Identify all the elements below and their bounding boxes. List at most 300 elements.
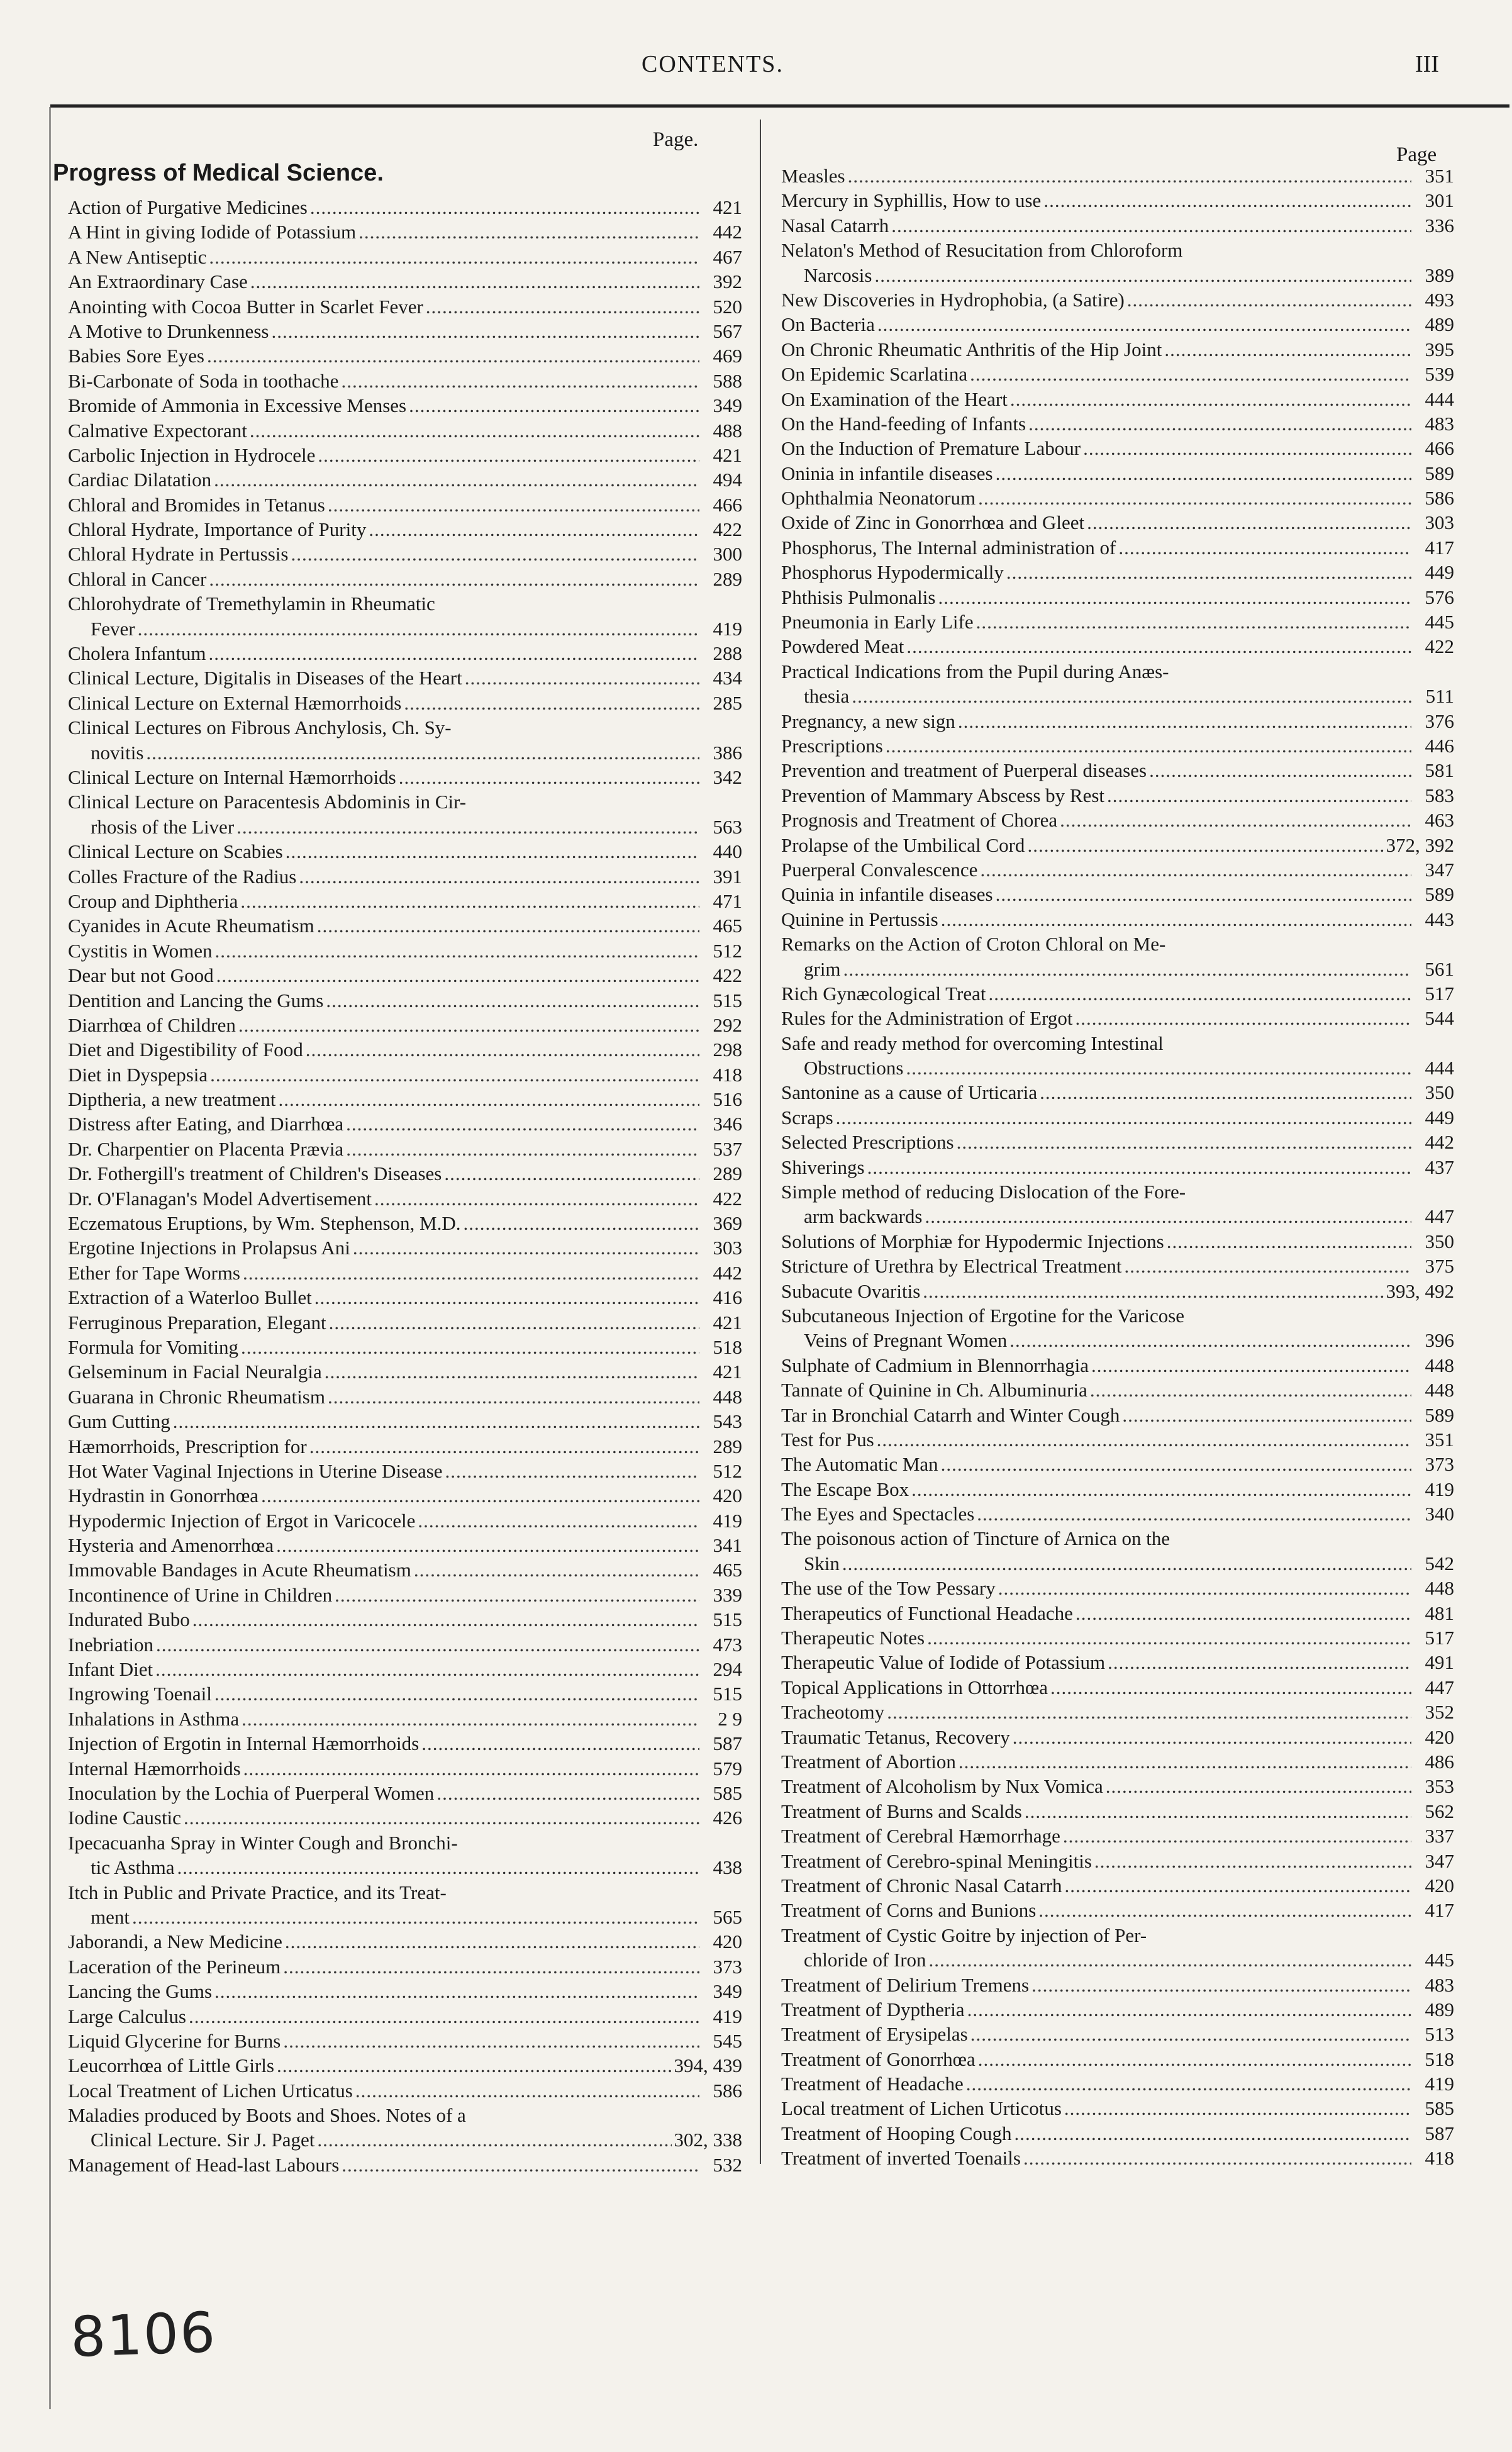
entry-page-number: 420 (1425, 1874, 1454, 1897)
leader-dots (283, 1954, 699, 1979)
entry-page-number: 515 (713, 1608, 742, 1631)
entry-title: Prolapse of the Umbilical Cord (781, 833, 1025, 856)
entry-page-number: 567 (713, 320, 742, 342)
leader-dots (279, 1087, 699, 1112)
leader-dots (318, 443, 699, 467)
toc-entry (781, 1973, 1454, 1997)
leader-dots (342, 2153, 699, 2177)
right-entry-list (781, 164, 1454, 2171)
entry-title: A Motive to Drunkenness (68, 320, 269, 342)
entry-page-number: 351 (1425, 165, 1454, 187)
leader-dots (155, 1657, 699, 1681)
entry-title: Leucorrhœa of Little Girls (68, 2054, 274, 2077)
entry-page-number: 418 (713, 1063, 742, 1086)
entry-title: Treatment of Corns and Bunions (781, 1899, 1037, 1922)
entry-page-number: 389 (1425, 264, 1454, 286)
entry-page-number: 489 (1425, 313, 1454, 336)
entry-page-number: 426 (713, 1807, 742, 1829)
leader-dots (1065, 1873, 1411, 1898)
leader-dots (328, 493, 699, 517)
toc-entry (781, 2071, 1454, 2096)
toc-entry (68, 1161, 742, 1186)
section-heading: Progress of Medical Science. (53, 160, 384, 186)
entry-page-number: 471 (713, 889, 742, 912)
entry-page-number: 494 (713, 469, 742, 491)
margin-rule (49, 107, 51, 2409)
toc-entry (68, 939, 742, 963)
leader-dots (906, 634, 1411, 659)
entry-page-number: 373 (713, 1955, 742, 1978)
entry-page-number: 445 (1425, 1949, 1454, 1971)
leader-dots (970, 362, 1411, 386)
leader-dots (980, 857, 1411, 882)
entry-page-number: 421 (713, 196, 742, 218)
entry-title: Chloral and Bromides in Tetanus (68, 493, 325, 516)
leader-dots (978, 486, 1411, 510)
leader-dots (341, 369, 699, 393)
toc-entry (781, 287, 1454, 312)
leader-dots (1064, 2096, 1411, 2120)
entry-title: Phthisis Pulmonalis (781, 586, 936, 608)
header-rule (50, 104, 1509, 108)
leader-dots (310, 195, 699, 220)
entry-title: Carbolic Injection in Hydrocele (68, 443, 316, 466)
toc-entry (68, 1979, 742, 2003)
entry-title: Ipecacuanha Spray in Winter Cough and Bronchi- (68, 1831, 458, 1854)
toc-entry (68, 1235, 742, 1260)
entry-title: Prevention and treatment of Puerperal diseases (781, 759, 1147, 782)
toc-entry (68, 418, 742, 443)
toc-entry (68, 567, 742, 591)
entry-page-number: 516 (713, 1088, 742, 1111)
entry-title: Topical Applications in Ottorrhœa (781, 1676, 1048, 1698)
entry-title: Tannate of Quinine in Ch. Albuminuria (781, 1379, 1087, 1402)
entry-title: Diarrhœa of Children (68, 1013, 236, 1036)
toc-entry (68, 319, 742, 343)
toc-entry (781, 1303, 1454, 1353)
page-number: III (1415, 51, 1439, 77)
leader-dots (1118, 535, 1411, 560)
entry-title: grim (804, 957, 841, 980)
toc-entry (68, 1385, 742, 1409)
leader-dots (306, 1037, 699, 1062)
entry-title: Treatment of Burns and Scalds (781, 1800, 1022, 1822)
toc-entry (781, 1353, 1454, 1378)
leader-dots (214, 939, 699, 963)
entry-title: Clinical Lecture, Digitalis in Diseases of the Heart (68, 667, 462, 689)
entry-title: Treatment of Headache (781, 2073, 964, 2095)
toc-entry (68, 1062, 742, 1087)
toc-entry (781, 1155, 1454, 1179)
entry-title: Lancing the Gums (68, 1980, 213, 2003)
entry-title: Treatment of Alcoholism by Nux Vomica (781, 1775, 1103, 1798)
toc-entry (781, 461, 1454, 486)
entry-page-number: 392 (713, 270, 742, 293)
entry-page-number: 589 (1425, 462, 1454, 484)
entry-title: Treatment of Cerebro-spinal Meningitis (781, 1849, 1092, 1872)
toc-entry (68, 1731, 742, 1756)
toc-entry (68, 1310, 742, 1335)
leader-dots (1076, 1006, 1411, 1030)
entry-title: Croup and Diphtheria (68, 889, 238, 912)
leader-dots (1009, 1328, 1411, 1352)
entry-page-number: 419 (1425, 1478, 1454, 1500)
page-title: CONTENTS. (642, 51, 784, 77)
entry-title: Scraps (781, 1106, 833, 1128)
entry-page-number: 422 (713, 1187, 742, 1210)
entry-title: On Epidemic Scarlatina (781, 363, 968, 386)
entry-page-number: 444 (1425, 387, 1454, 410)
entry-title: Shiverings (781, 1156, 865, 1178)
leader-dots (938, 585, 1411, 610)
leader-dots (996, 461, 1411, 486)
entry-title: Eczematous Eruptions, by Wm. Stephenson, M.D. (68, 1212, 461, 1235)
entry-page-number: 347 (1425, 858, 1454, 881)
entry-page-number: 288 (713, 642, 742, 665)
entry-page-number: 393, 492 (1386, 1279, 1454, 1302)
toc-entry (68, 1508, 742, 1533)
leader-dots (146, 740, 699, 765)
entry-page-number: 373 (1425, 1453, 1454, 1476)
toc-entry (68, 1459, 742, 1483)
entry-page-number: 512 (713, 1459, 742, 1482)
entry-page-number: 444 (1425, 1057, 1454, 1079)
leader-dots (941, 1452, 1411, 1476)
entry-page-number: 434 (713, 667, 742, 689)
entry-title: Prognosis and Treatment of Chorea (781, 809, 1058, 832)
entry-page-number: 420 (713, 1485, 742, 1507)
leader-dots (1031, 1973, 1411, 1997)
toc-entry (781, 1229, 1454, 1254)
toc-entry (68, 1335, 742, 1359)
entry-page-number: 438 (713, 1856, 742, 1879)
entry-title: Hydrastin in Gonorrhœa (68, 1485, 259, 1507)
entry-page-number: 520 (713, 295, 742, 318)
toc-entry (781, 1502, 1454, 1526)
entry-title: Ergotine Injections in Prolapsus Ani (68, 1237, 350, 1259)
entry-page-number: 488 (713, 419, 742, 442)
entry-title: Practical Indications from the Pupil during Anæs- (781, 660, 1169, 683)
entry-page-number: 351 (1425, 1428, 1454, 1451)
toc-entry (68, 393, 742, 418)
entry-title: Safe and ready method for overcoming Intestinal (781, 1032, 1164, 1054)
entry-title: On the Hand-feeding of Infants (781, 412, 1026, 435)
toc-entry (781, 1403, 1454, 1427)
entry-title: Anointing with Cocoa Butter in Scarlet Fever (68, 295, 423, 318)
entry-page-number: 532 (713, 2153, 742, 2176)
entry-page-number: 394, 439 (674, 2054, 742, 2077)
toc-entry (68, 294, 742, 319)
toc-entry (68, 1954, 742, 1979)
leader-dots (886, 733, 1411, 758)
entry-page-number: 298 (713, 1039, 742, 1061)
toc-entry (781, 213, 1454, 238)
entry-title: Prevention of Mammary Abscess by Rest (781, 784, 1105, 806)
entry-page-number: 285 (713, 691, 742, 714)
leader-dots (210, 1062, 699, 1087)
entry-page-number: 565 (713, 1905, 742, 1928)
leader-dots (852, 684, 1411, 708)
leader-dots (874, 263, 1411, 287)
entry-title: Ferruginous Preparation, Elegant (68, 1311, 326, 1334)
leader-dots (436, 1781, 699, 1805)
running-head (0, 38, 1512, 88)
entry-title: novitis (91, 741, 144, 764)
toc-entry (68, 1681, 742, 1706)
entry-title: Diet and Digestibility of Food (68, 1039, 303, 1061)
entry-page-number: 337 (1425, 1825, 1454, 1847)
entry-page-number: 437 (1425, 1156, 1454, 1178)
toc-entry (781, 932, 1454, 981)
entry-page-number: 303 (713, 1237, 742, 1259)
entry-title: Cholera Infantum (68, 642, 206, 665)
entry-title: Treatment of Hooping Cough (781, 2122, 1012, 2144)
toc-entry (781, 907, 1454, 932)
toc-entry (781, 560, 1454, 584)
toc-entry (68, 1756, 742, 1781)
toc-entry (68, 1359, 742, 1384)
entry-title: Dr. Charpentier on Placenta Prævia (68, 1137, 344, 1160)
entry-page-number: 391 (713, 865, 742, 888)
entry-page-number: 289 (713, 1435, 742, 1457)
entry-page-number: 396 (1425, 1329, 1454, 1352)
entry-title: Local treatment of Lichen Urticotus (781, 2097, 1062, 2120)
entry-title: Tracheotomy (781, 1701, 885, 1724)
entry-page-number: 579 (713, 1757, 742, 1780)
leader-dots (138, 616, 699, 641)
toc-entry (68, 641, 742, 666)
leader-dots (317, 913, 699, 938)
entry-title: Therapeutics of Functional Headache (781, 1602, 1073, 1624)
entry-title: Obstructions (804, 1057, 904, 1079)
entry-title: Liquid Glycerine for Burns (68, 2029, 281, 2052)
entry-page-number: 586 (1425, 487, 1454, 510)
toc-entry (781, 164, 1454, 188)
leader-dots (977, 1502, 1411, 1526)
leader-dots (843, 957, 1411, 981)
entry-title: Ether for Tape Worms (68, 1261, 240, 1284)
entry-title: Therapeutic Notes (781, 1627, 925, 1649)
toc-entry (781, 1526, 1454, 1576)
leader-dots (923, 1279, 1383, 1303)
page-column-label: Page (1396, 143, 1437, 166)
entry-page-number: 589 (1425, 883, 1454, 906)
entry-title: Treatment of Gonorrhœa (781, 2048, 976, 2070)
toc-entry (781, 758, 1454, 783)
entry-page-number: 447 (1425, 1676, 1454, 1698)
toc-entry (68, 2029, 742, 2053)
entry-title: Therapeutic Value of Iodide of Potassium (781, 1651, 1106, 1674)
leader-dots (1043, 188, 1411, 213)
leader-dots (291, 542, 699, 566)
leader-dots (1040, 1080, 1411, 1105)
toc-entry (781, 709, 1454, 733)
leader-dots (1167, 1229, 1411, 1254)
leader-dots (941, 907, 1411, 932)
entry-title: Internal Hæmorrhoids (68, 1757, 241, 1780)
entry-title: Phosphorus, The Internal administration of (781, 536, 1116, 559)
entry-title: Formula for Vomiting (68, 1335, 238, 1358)
toc-entry (781, 312, 1454, 337)
toc-entry (781, 1427, 1454, 1452)
leader-dots (444, 1161, 699, 1186)
entry-title: Traumatic Tetanus, Recovery (781, 1725, 1010, 1748)
toc-entry (781, 1725, 1454, 1749)
entry-page-number: 563 (713, 815, 742, 838)
toc-entry (68, 369, 742, 393)
leader-dots (314, 1285, 699, 1310)
entry-page-number: 491 (1425, 1651, 1454, 1674)
catalog-stamp: 8106 (69, 2299, 218, 2370)
entry-title: Cardiac Dilatation (68, 469, 212, 491)
leader-dots (445, 1459, 699, 1483)
leader-dots (1090, 1378, 1411, 1402)
entry-page-number: 493 (1425, 288, 1454, 311)
entry-page-number: 422 (713, 518, 742, 541)
leader-dots (277, 2053, 672, 2078)
toc-entry (781, 981, 1454, 1006)
toc-entry (68, 2103, 742, 2153)
entry-title: New Discoveries in Hydrophobia, (a Satire) (781, 288, 1125, 311)
entry-page-number: 442 (1425, 1131, 1454, 1154)
entry-title: Phosphorus Hypodermically (781, 561, 1004, 584)
toc-entry (68, 715, 742, 765)
entry-page-number: 422 (713, 964, 742, 987)
toc-entry (781, 1650, 1454, 1675)
entry-title: Treatment of Cystic Goitre by injection of Per- (781, 1924, 1147, 1946)
entry-title: Hypodermic Injection of Ergot in Varicocele (68, 1509, 416, 1532)
entry-page-number: 386 (713, 741, 742, 764)
entry-page-number: 511 (1425, 685, 1454, 708)
leader-dots (409, 393, 699, 418)
toc-entry (781, 808, 1454, 832)
leader-dots (958, 709, 1411, 733)
entry-page-number: 350 (1425, 1081, 1454, 1104)
leader-dots (184, 1805, 699, 1830)
leader-dots (1149, 758, 1411, 783)
entry-page-number: 448 (713, 1385, 742, 1408)
leader-dots (207, 343, 699, 368)
entry-page-number: 417 (1425, 536, 1454, 559)
entry-title: Puerperal Convalescence (781, 858, 978, 881)
leader-dots (1063, 1824, 1411, 1848)
leader-dots (335, 1583, 699, 1607)
entry-title: Maladies produced by Boots and Shoes. Notes of a (68, 2104, 466, 2127)
toc-entry (68, 789, 742, 839)
entry-title: Pneumonia in Early Life (781, 611, 974, 633)
leader-dots (1083, 436, 1411, 460)
entry-title: Measles (781, 165, 845, 187)
entry-title: Diptheria, a new treatment (68, 1088, 276, 1111)
toc-entry (781, 1601, 1454, 1625)
left-entry-list (68, 195, 742, 2177)
leader-dots (250, 269, 699, 294)
leader-dots (214, 1979, 699, 2003)
entry-page-number: 418 (1425, 2147, 1454, 2170)
entry-title: Iodine Caustic (68, 1807, 181, 1829)
entry-title: Cyanides in Acute Rheumatism (68, 915, 314, 937)
leader-dots (970, 2022, 1411, 2046)
entry-title: Rules for the Administration of Ergot (781, 1007, 1073, 1030)
entry-title: ment (91, 1905, 130, 1928)
entry-title: Clinical Lecture on Paracentesis Abdominis in Cir- (68, 791, 467, 813)
toc-entry (68, 913, 742, 938)
leader-dots (1060, 808, 1411, 832)
toc-entry (68, 1929, 742, 1954)
leader-dots (867, 1155, 1411, 1179)
leader-dots (285, 1929, 699, 1954)
toc-entry (781, 1006, 1454, 1030)
leader-dots (299, 864, 699, 889)
entry-title: Clinical Lecture on Scabies (68, 840, 283, 863)
entry-title: Ophthalmia Neonatorum (781, 487, 976, 510)
entry-page-number: 443 (1425, 908, 1454, 930)
entry-title: Large Calculus (68, 2005, 186, 2027)
entry-title: Incontinence of Urine in Children (68, 1583, 333, 1606)
leader-dots (317, 2127, 671, 2152)
entry-page-number: 481 (1425, 1602, 1454, 1624)
toc-entry (781, 1279, 1454, 1303)
entry-title: Dentition and Lancing the Gums (68, 989, 324, 1011)
toc-entry (781, 1675, 1454, 1700)
entry-title: Sulphate of Cadmium in Blennorrhagia (781, 1354, 1089, 1376)
leader-dots (957, 1130, 1411, 1154)
entry-page-number: 448 (1425, 1354, 1454, 1376)
entry-title: Cystitis in Women (68, 939, 213, 962)
toc-entry (781, 1130, 1454, 1154)
toc-entry (781, 1824, 1454, 1848)
toc-entry (68, 1013, 742, 1037)
toc-entry (781, 2096, 1454, 2120)
entry-title: Clinical Lectures on Fibrous Anchylosis, Ch. Sy- (68, 716, 452, 739)
toc-entry (781, 510, 1454, 535)
leader-dots (1106, 1774, 1411, 1798)
leader-dots (887, 1700, 1411, 1724)
entry-page-number: 539 (1425, 363, 1454, 386)
leader-dots (465, 666, 699, 690)
entry-page-number: 419 (713, 617, 742, 640)
toc-entry (781, 1849, 1454, 1873)
entry-page-number: 294 (713, 1658, 742, 1681)
leader-dots (1050, 1675, 1411, 1700)
toc-entry (68, 1632, 742, 1657)
entry-title: Prescriptions (781, 734, 883, 757)
toc-entry (68, 245, 742, 269)
leader-dots (1107, 783, 1411, 808)
toc-entry (781, 387, 1454, 411)
toc-entry (68, 1880, 742, 1930)
toc-entry (68, 988, 742, 1013)
toc-entry (781, 585, 1454, 610)
leader-dots (283, 2029, 699, 2053)
entry-page-number: 419 (713, 1509, 742, 1532)
toc-entry (68, 1137, 742, 1161)
entry-page-number: 420 (713, 1931, 742, 1953)
leader-dots (173, 1409, 699, 1434)
toc-entry (68, 1707, 742, 1731)
toc-entry (68, 666, 742, 690)
toc-entry (781, 882, 1454, 906)
toc-entry (781, 1254, 1454, 1278)
entry-title: Local Treatment of Lichen Urticatus (68, 2079, 353, 2102)
toc-entry (781, 2146, 1454, 2170)
entry-page-number: 421 (713, 443, 742, 466)
toc-entry (68, 220, 742, 244)
entry-page-number: 518 (713, 1335, 742, 1358)
toc-entry (68, 493, 742, 517)
entry-title: Rich Gynæcological Treat (781, 982, 986, 1005)
entry-title: Dr. O'Flanagan's Model Advertisement (68, 1187, 372, 1210)
